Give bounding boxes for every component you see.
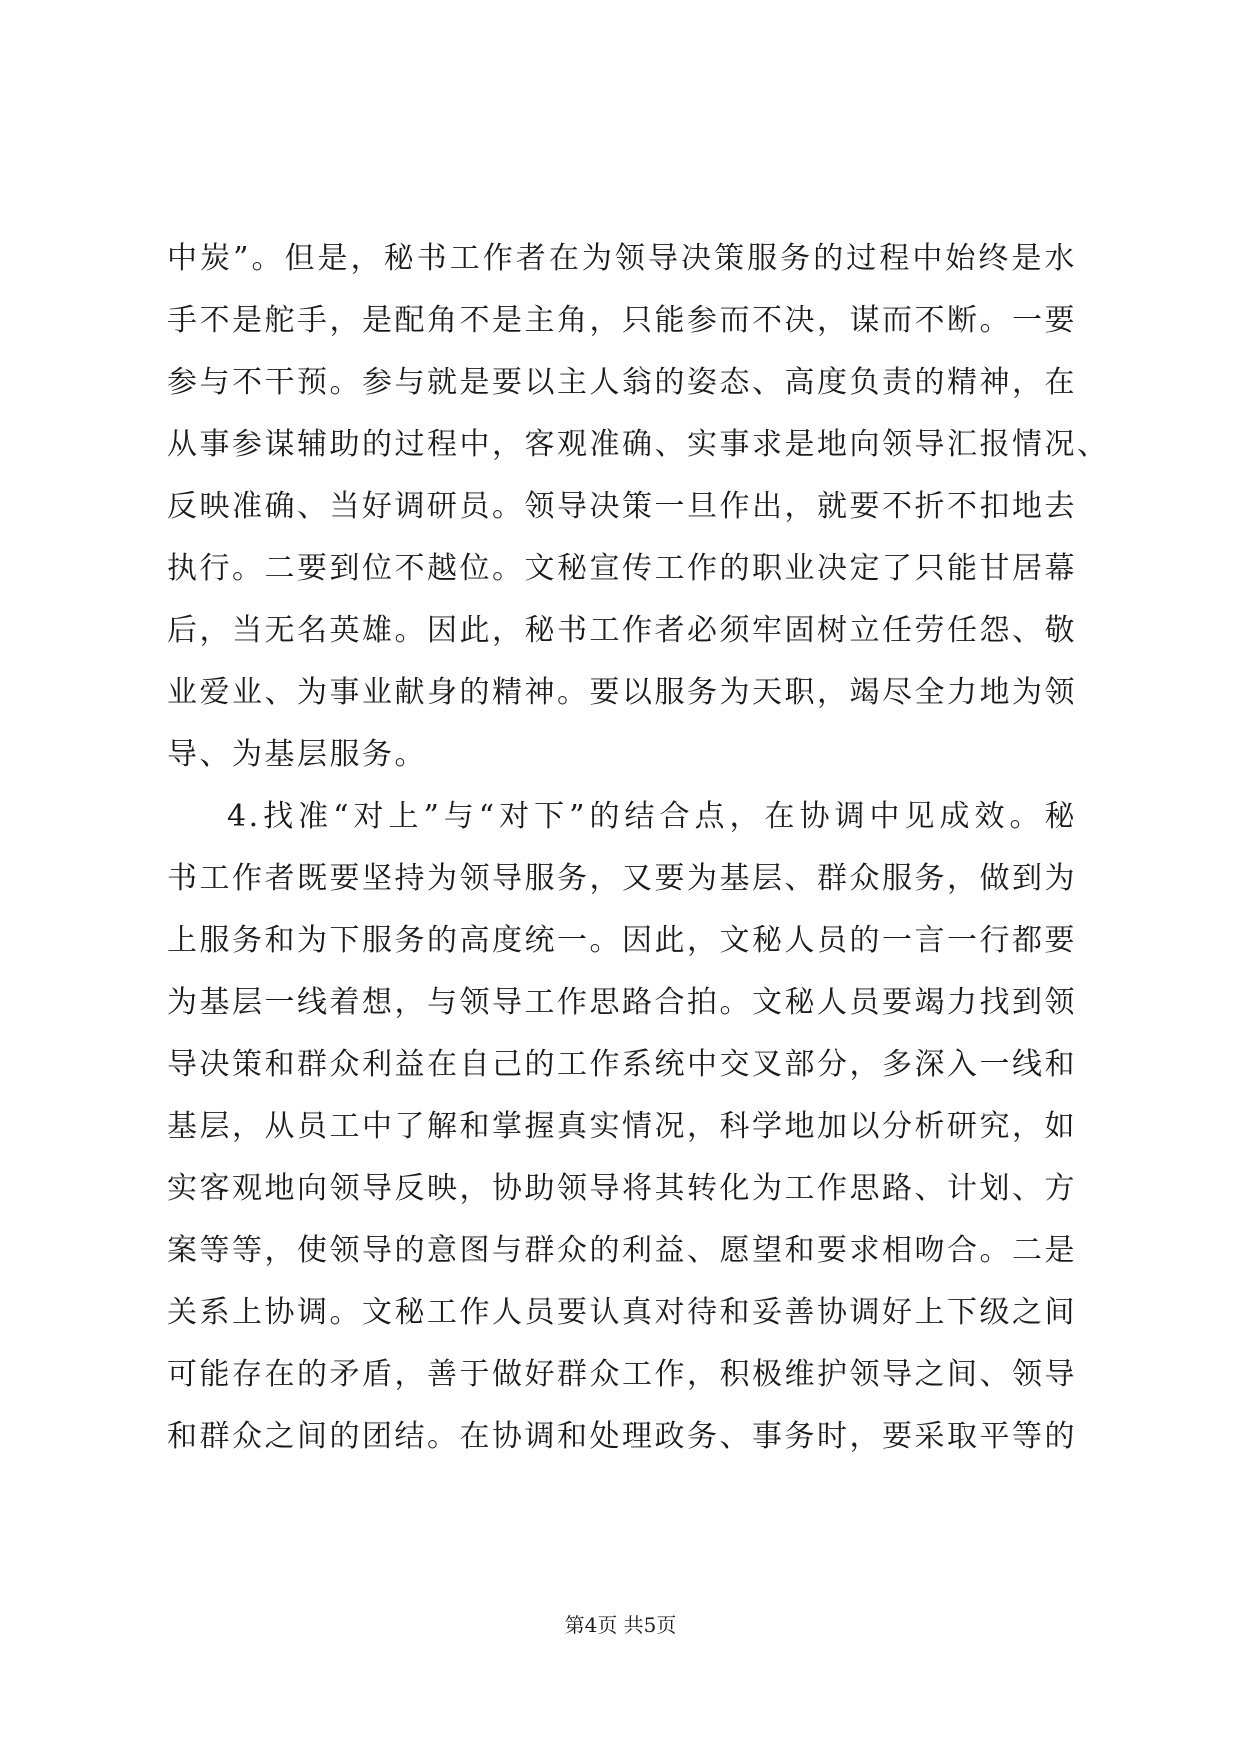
text-line: 手不是舵手，是配角不是主角，只能参而不决，谋而不断。一要 [167,303,1077,338]
text-line: 关系上协调。文秘工作人员要认真对待和妥善协调好上下级之间 [167,1295,1077,1330]
paragraph-1 [167,228,1110,786]
text-line: 可能存在的矛盾，善于做好群众工作，积极维护领导之间、领导 [167,1357,1077,1392]
text-line: 和群众之间的团结。在协调和处理政务、事务时，要采取平等的 [167,1419,1077,1454]
text-line: 4.找准“对上”与“对下”的结合点，在协调中见成效。秘 [227,799,1077,834]
text-line: 反映准确、当好调研员。领导决策一旦作出，就要不折不扣地去 [167,489,1077,524]
text-line: 后，当无名英雄。因此，秘书工作者必须牢固树立任劳任怨、敬 [167,613,1077,648]
text-line: 参与不干预。参与就是要以主人翁的姿态、高度负责的精神，在 [167,365,1077,400]
text-line: 实客观地向领导反映，协助领导将其转化为工作思路、计划、方 [167,1171,1077,1206]
text-line: 基层，从员工中了解和掌握真实情况，科学地加以分析研究，如 [167,1109,1077,1144]
text-line: 案等等，使领导的意图与群众的利益、愿望和要求相吻合。二是 [167,1233,1077,1268]
text-line: 执行。二要到位不越位。文秘宣传工作的职业决定了只能甘居幕 [167,551,1077,586]
page-body [167,228,1110,1468]
page-number-label: 第4页 共5页 [564,1613,677,1637]
text-line: 书工作者既要坚持为领导服务，又要为基层、群众服务，做到为 [167,861,1077,896]
text-line: 业爱业、为事业献身的精神。要以服务为天职，竭尽全力地为领 [167,675,1077,710]
text-line: 上服务和为下服务的高度统一。因此，文秘人员的一言一行都要 [167,923,1077,958]
paragraph-2 [167,786,1077,1468]
text-line: 中炭”。但是，秘书工作者在为领导决策服务的过程中始终是水 [167,241,1077,276]
text-line: 为基层一线着想，与领导工作思路合拍。文秘人员要竭力找到领 [167,985,1077,1020]
text-line: 导、为基层服务。 [167,737,427,772]
text-line: 从事参谋辅助的过程中，客观准确、实事求是地向领导汇报情况、 [167,427,1110,462]
page-footer [0,1611,1241,1639]
text-line: 导决策和群众利益在自己的工作系统中交叉部分，多深入一线和 [167,1047,1077,1082]
